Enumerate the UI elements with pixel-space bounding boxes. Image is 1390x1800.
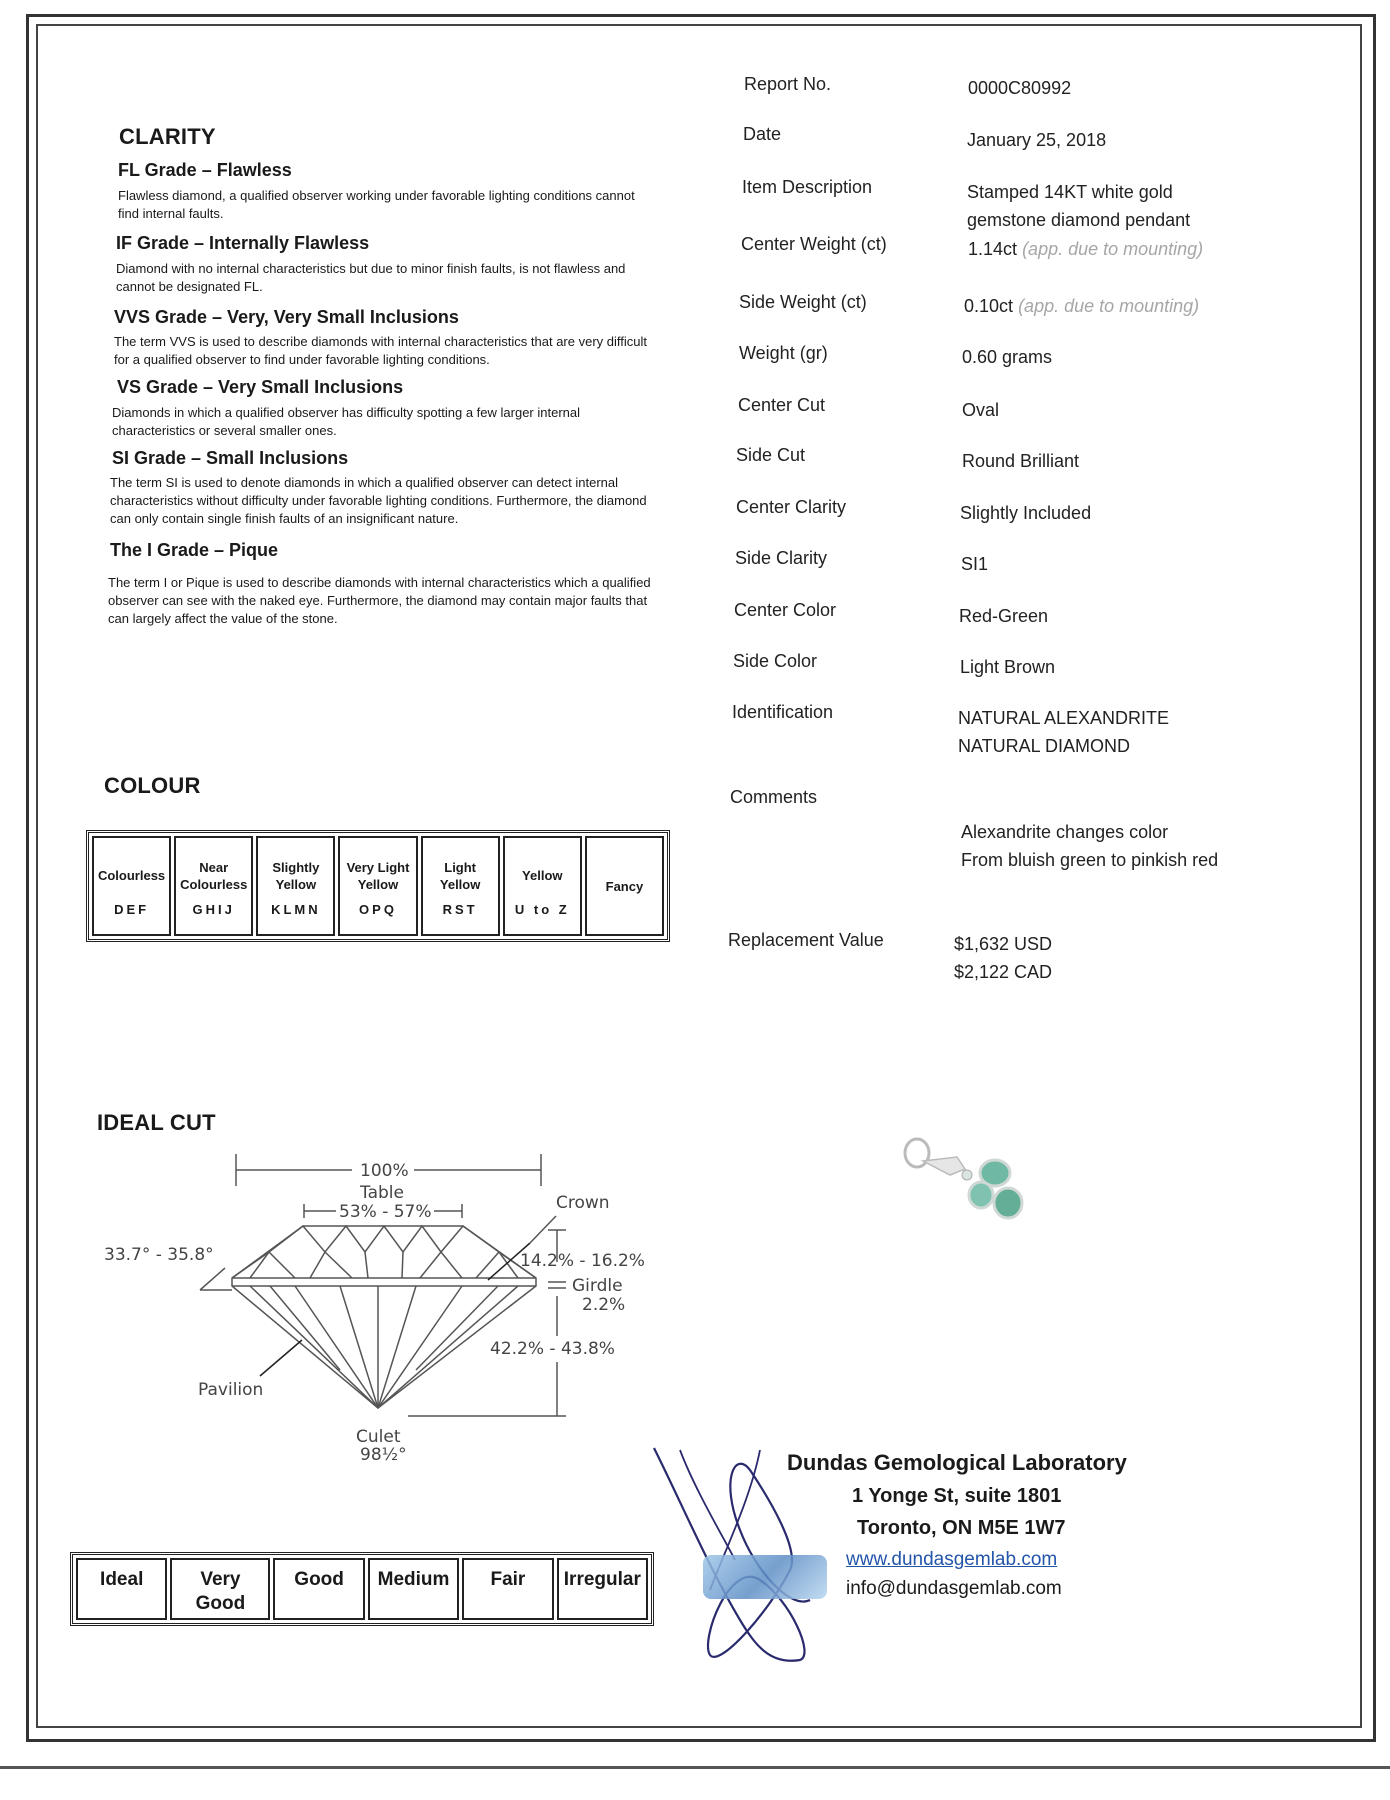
colour-cell-grade: RST xyxy=(442,901,478,917)
colour-cell xyxy=(421,836,500,936)
cut-grade-cell: Very Good xyxy=(170,1558,270,1620)
colour-cell xyxy=(92,836,171,936)
grade-desc-vs: Diamonds in which a qualified observer has difficulty spotting a few larger internal characteristics or several smaller ones. xyxy=(112,405,581,438)
dim-crown-angle: 33.7° - 35.8° xyxy=(104,1245,214,1265)
grade-desc-vvs: The term VVS is used to describe diamonds with internal characteristics that are very difficult for a qualified observer to find under favorable lighting conditions. xyxy=(114,334,647,367)
field-label-weight-gr: Weight (gr) xyxy=(739,343,828,363)
colour-cell-label: Light Yellow xyxy=(439,859,481,892)
field-value-side-cut: Round Brilliant xyxy=(962,451,1080,471)
dim-total: 100% xyxy=(360,1161,409,1181)
field-value-item-description: Stamped 14KT white gold gemstone diamond pendant xyxy=(967,182,1191,230)
grade-desc-if: Diamond with no internal characteristics but due to minor finish faults, is not flawless and cannot be designated FL. xyxy=(116,261,626,294)
replacement-cad: $2,122 CAD xyxy=(954,962,1053,982)
dim-table-range: 53% - 57% xyxy=(339,1202,432,1222)
field-value-weight-gr: 0.60 grams xyxy=(962,347,1053,367)
hologram-sticker xyxy=(703,1555,827,1599)
cut-grade-cell: Medium xyxy=(368,1558,459,1620)
pendant-photo xyxy=(895,1135,1055,1235)
dim-crown-height: 14.2% - 16.2% xyxy=(520,1251,645,1271)
field-value-identification-1: NATURAL ALEXANDRITE xyxy=(958,708,1170,728)
replacement-usd: $1,632 USD xyxy=(954,934,1053,954)
grade-desc-fl: Flawless diamond, a qualified observer working under favorable lighting conditions cannot find internal faults. xyxy=(118,188,635,221)
field-label-replacement-value: Replacement Value xyxy=(728,930,884,950)
grade-title-vvs: VVS Grade – Very, Very Small Inclusions xyxy=(114,307,459,327)
field-label-side-weight: Side Weight (ct) xyxy=(739,292,867,312)
colour-cell-grade: DEF xyxy=(114,901,150,917)
colour-cell-grade: U to Z xyxy=(514,901,570,917)
field-value-identification-2: NATURAL DIAMOND xyxy=(958,736,1131,756)
dim-culet-value: 98½° xyxy=(360,1445,407,1465)
field-label-center-weight: Center Weight (ct) xyxy=(741,234,887,254)
grade-title-if: IF Grade – Internally Flawless xyxy=(116,233,370,253)
grade-desc-si: The term SI is used to denote diamonds in which a qualified observer can detect internal characteristics without difficulty under favorable lighting conditions. Furthermore, the diamond can only contain single finish faults of an insignificant nature. xyxy=(110,475,647,526)
colour-cell-grade: KLMN xyxy=(271,901,321,917)
cut-grade-cell: Fair xyxy=(462,1558,553,1620)
colour-cell xyxy=(338,836,417,936)
field-label-identification: Identification xyxy=(732,702,834,722)
cut-grade-cell: Ideal xyxy=(76,1558,167,1620)
diamond-cut-diagram xyxy=(90,1140,690,1480)
colour-cell-label: Colourless xyxy=(97,868,166,883)
field-label-report-no: Report No. xyxy=(744,74,832,94)
scan-edge xyxy=(0,1766,1390,1769)
colour-cell-grade: OPQ xyxy=(359,901,397,917)
lab-website-link[interactable]: www.dundasgemlab.com xyxy=(846,1549,1058,1570)
clarity-heading: CLARITY xyxy=(119,124,216,149)
field-label-date: Date xyxy=(743,124,782,144)
field-label-center-clarity: Center Clarity xyxy=(736,497,847,517)
lab-address-2: Toronto, ON M5E 1W7 xyxy=(857,1517,1066,1539)
field-value-side-color: Light Brown xyxy=(960,657,1056,677)
field-label-item-description: Item Description xyxy=(742,177,873,197)
field-value-center-color: Red-Green xyxy=(959,606,1049,626)
dim-crown-label: Crown xyxy=(556,1193,610,1213)
field-label-center-cut: Center Cut xyxy=(738,395,826,415)
colour-cell xyxy=(585,836,664,936)
colour-cell xyxy=(174,836,253,936)
field-label-side-color: Side Color xyxy=(733,651,818,671)
dim-table-label: Table xyxy=(360,1183,404,1203)
comments-line-1: Alexandrite changes color xyxy=(961,822,1169,842)
field-value-side-weight xyxy=(964,292,1199,320)
colour-cell-grade: GHIJ xyxy=(192,901,235,917)
field-value-date: January 25, 2018 xyxy=(967,130,1107,150)
field-value-center-cut: Oval xyxy=(962,400,1000,420)
dim-culet-label: Culet xyxy=(356,1427,401,1447)
colour-cell-label: Yellow xyxy=(522,868,563,883)
field-value-report-no: 0000C80992 xyxy=(968,78,1072,98)
colour-cell-label: Slightly Yellow xyxy=(272,859,320,892)
field-label-side-clarity: Side Clarity xyxy=(735,548,828,568)
ideal-cut-heading: IDEAL CUT xyxy=(97,1110,216,1135)
colour-scale-table xyxy=(86,830,670,942)
grade-title-si: SI Grade – Small Inclusions xyxy=(112,448,349,468)
grade-title-vs: VS Grade – Very Small Inclusions xyxy=(117,377,404,397)
cut-grade-cell: Irregular xyxy=(557,1558,648,1620)
dim-pavilion-label: Pavilion xyxy=(198,1380,264,1400)
side-weight-note: (app. due to mounting) xyxy=(1018,296,1200,316)
dim-girdle-label: Girdle xyxy=(572,1276,623,1296)
grade-title-i: The I Grade – Pique xyxy=(110,540,279,560)
field-value-center-clarity: Slightly Included xyxy=(960,503,1092,523)
colour-heading: COLOUR xyxy=(104,773,201,798)
lab-name: Dundas Gemological Laboratory xyxy=(787,1450,1127,1475)
cut-grade-table xyxy=(70,1552,654,1626)
center-weight-note: (app. due to mounting) xyxy=(1022,239,1204,259)
dim-girdle-value: 2.2% xyxy=(582,1295,626,1315)
field-value-center-weight xyxy=(968,235,1203,263)
colour-cell xyxy=(503,836,582,936)
grade-title-fl: FL Grade – Flawless xyxy=(118,160,292,180)
field-value-side-clarity: SI1 xyxy=(961,554,989,574)
field-label-comments: Comments xyxy=(730,787,818,807)
lab-email: info@dundasgemlab.com xyxy=(846,1578,1062,1599)
colour-cell-label: Near Colourless xyxy=(180,859,248,892)
colour-cell-label: Very Light Yellow xyxy=(346,859,410,892)
lab-address-1: 1 Yonge St, suite 1801 xyxy=(852,1485,1062,1507)
grade-desc-i: The term I or Pique is used to describe diamonds with internal characteristics which a qualified observer can see with the naked eye. Furthermore, the diamond may contain major faults that can largely affect the value of the stone. xyxy=(108,575,651,626)
dim-pavilion-depth: 42.2% - 43.8% xyxy=(490,1339,615,1359)
cut-grade-cell: Good xyxy=(273,1558,364,1620)
center-weight-value: 1.14ct xyxy=(968,239,1018,259)
comments-line-2: From bluish green to pinkish red xyxy=(961,850,1219,870)
field-label-side-cut: Side Cut xyxy=(736,445,806,465)
side-weight-value: 0.10ct xyxy=(964,296,1014,316)
colour-cell-label: Fancy xyxy=(605,878,644,894)
colour-cell xyxy=(256,836,335,936)
field-label-center-color: Center Color xyxy=(734,600,837,620)
